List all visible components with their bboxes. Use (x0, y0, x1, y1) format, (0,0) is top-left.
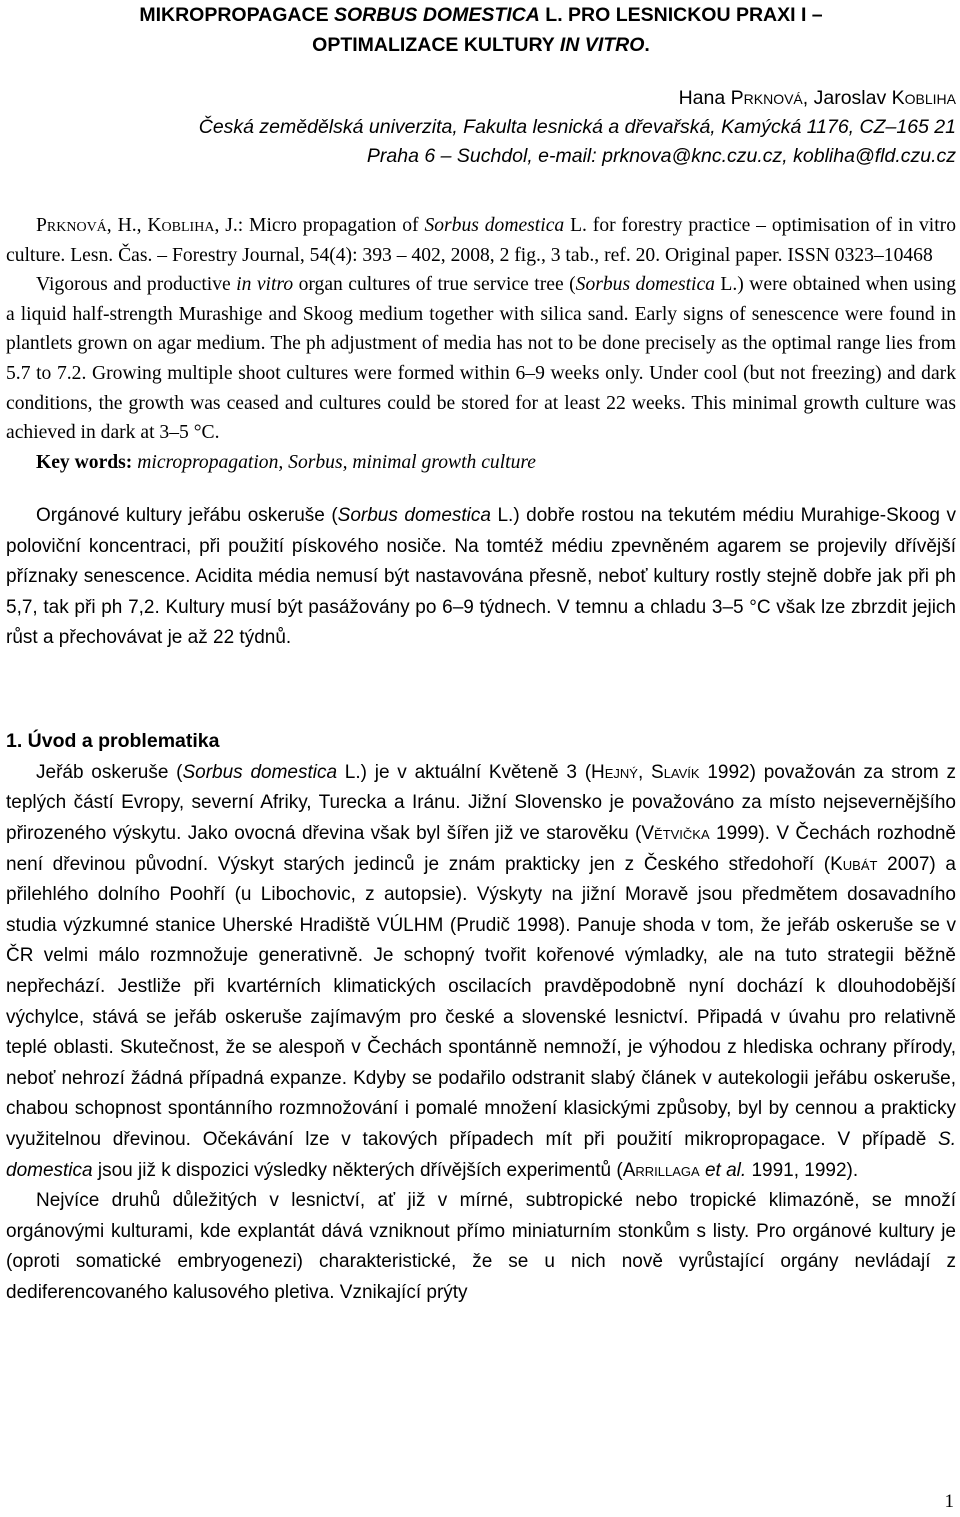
paper-title (6, 0, 956, 60)
text: Jeřáb oskeruše ( (36, 761, 183, 783)
title-part: MIKROPROPAGACE (139, 4, 334, 26)
cited-author: Kubát (830, 853, 878, 875)
section-body (6, 758, 956, 1309)
abstract-text: L.) were obtained when using a liquid half-strength Murashige and Skoog medium together with silica sand. Early signs of senescence were found in plantlets grown on agar medium. The ph adjustment of media has not to be done precisely as the optimal range lies from 5.7 to 7.2. Growing multiple shoot cultures were formed within 6–9 weeks only. Under cool (but not freezing) and dark conditions, the growth was ceased and cultures could be stored for at least 22 weeks. This minimal growth culture was achieved in dark at 3–5 °C. (6, 274, 956, 444)
cz-text: L.) dobře rostou na tekutém médiu Murahige-Skoog v poloviční koncentraci, při použití pískového nosiče. Na tomtéž médiu zpevněném agarem se projevily dřívější příznaky senescence. Acidita média nemusí být nastavována přesně, neboť kultury rostly stejně dobře jak při ph 5,7, tak při ph 7,2. Kultury musí být pasážovány po 6–9 týdnech. V temnu a chladu 3–5 °C však lze zbrzdit jejich růst a přechovávat je až 22 týdnů. (6, 505, 956, 649)
text: , (637, 761, 652, 783)
czech-abstract-body (6, 501, 956, 654)
cited-author: Hejný (591, 761, 638, 783)
author-affiliation: Česká zemědělská univerzita, Fakulta lesnická a dřevařská, Kamýcká 1176, CZ–165 21 (198, 116, 956, 138)
section-heading: 1. Úvod a problematika (6, 729, 220, 752)
italic-text: Sorbus domestica (182, 761, 338, 783)
citation-text: , H., (106, 215, 148, 236)
title-species: SORBUS DOMESTICA (334, 4, 540, 26)
abstract-text: Vigorous and productive (36, 274, 237, 296)
keywords (6, 448, 956, 478)
abstract-text: organ cultures of true service tree ( (293, 274, 576, 296)
title-part: L. PRO LESNICKOU PRAXI I – (539, 4, 823, 26)
text: 1999). V Čechách rozhodně není dřevinou původní. Výskyt starých jedinců je znám prakticky jen z Českého středohoří ( (6, 823, 956, 875)
title-part: . (644, 34, 650, 56)
page-number: 1 (944, 1491, 954, 1512)
paper-page (6, 0, 956, 1309)
italic-text: S. domestica (6, 1128, 956, 1181)
italic-text: et al. (704, 1159, 747, 1181)
cited-author: Větvička (641, 823, 710, 845)
citation-author: Kobliha (147, 215, 215, 236)
abstract-italic: in vitro (236, 274, 294, 296)
citation-species: Sorbus domestica (424, 215, 565, 236)
author-names (6, 84, 956, 113)
paragraph (6, 758, 956, 1186)
author-text: Hana (678, 87, 731, 109)
author-surname: Prknová (730, 87, 803, 109)
abstract-body (6, 270, 956, 448)
author-surname: Kobliha (891, 87, 956, 109)
text: 1992) považován za strom z teplých částí Evropy, severní Afriky, Turecka a Iránu. Jižní Slovensko je považováno za místo nejsevernějšího přirozeného výskytu. Jako ovocná dřevina však byl šířen již ve starověku ( (6, 761, 956, 845)
citation (6, 211, 956, 270)
title-invitro: IN VITRO (559, 34, 645, 56)
citation-text: L. for forestry practice – optimisation of in vitro culture. Lesn. Čas. – Forestry Journal, 54(4): 393 – 402, 2008, 2 fig., 3 tab., ref. 20. Original paper. ISSN 0323–10468 (6, 215, 956, 266)
cited-author: Slavík (651, 761, 700, 783)
citation-author: Prknová (36, 215, 107, 236)
keywords-value: micropropagation, Sorbus, minimal growth culture (132, 451, 536, 473)
text: 2007) a přilehlého dolního Poohří (u Libochovic, z autopsie). Výskyty na jižní Moravě jsou předmětem dosavadního studia výzkumné stanice Uherské Hradiště VÚLHM (Prudič 1998). Panuje shoda v tom, že jeřáb oskeruše se v ČR velmi málo rozmnožuje generativně. Je schopný tvořit kořenové výmladky, ale na tuto strategii běžně nepřechází. Jestliže při kvartérních klimatických oscilacích pravděpodobně nyní dochází k dlouhodobější výchylce, stává se jeřáb oskeruše zajímavým pro české a slovenské lesnictví. Připadá v úvahu pro relativně teplé oblasti. Skutečnost, že se alespoň v Čechách spontánně nemnoží, je výhodou z hlediska ochrany přírody, neboť nehrozí žádná případná expanze. Kdyby se podařilo odstranit slabý článek v autekologii jeřábu oskeruše, chabou schopnost spontánního rozmnožování i pomalé množení klasickými způsoby, byl by cennou a prakticky využitelnou dřevinou. Očekávání lze v takových případech mít při použití mikropropagace. V případě (6, 853, 956, 1150)
paragraph: Nejvíce druhů důležitých v lesnictví, ať již v mírné, subtropické nebo tropické klimazóně, se množí orgánovými kulturami, kde explantát dává vzniknout přímo miniaturním stonkům s listy. Pro orgánové kultury je (oproti somatické embryogenezi) charakteristické, že se u nich nově vyrůstající orgány nevládají z dediferencovaného kalusového pletiva. Vznikající prýty (6, 1190, 956, 1303)
text: jsou již k dispozici výsledky některých dřívějších experimentů ( (92, 1159, 623, 1181)
cz-italic: Sorbus domestica (337, 505, 491, 527)
czech-abstract (6, 501, 956, 654)
author-block (6, 84, 956, 171)
cited-author: Arrillaga (622, 1159, 700, 1181)
cz-text: Orgánové kultury jeřábu oskeruše ( (36, 505, 338, 527)
author-text: , Jaroslav (802, 87, 892, 109)
title-part: OPTIMALIZACE KULTURY (312, 34, 560, 56)
english-abstract (6, 211, 956, 477)
text: L.) je v aktuální Květeně 3 ( (337, 761, 592, 783)
author-address: Praha 6 – Suchdol, e-mail: prknova@knc.czu.cz, kobliha@fld.czu.cz (366, 145, 956, 167)
text: 1991, 1992). (746, 1159, 859, 1181)
abstract-italic: Sorbus domestica (575, 274, 715, 296)
citation-text: , J.: Micro propagation of (214, 215, 425, 236)
keywords-label: Key words: (36, 451, 133, 473)
